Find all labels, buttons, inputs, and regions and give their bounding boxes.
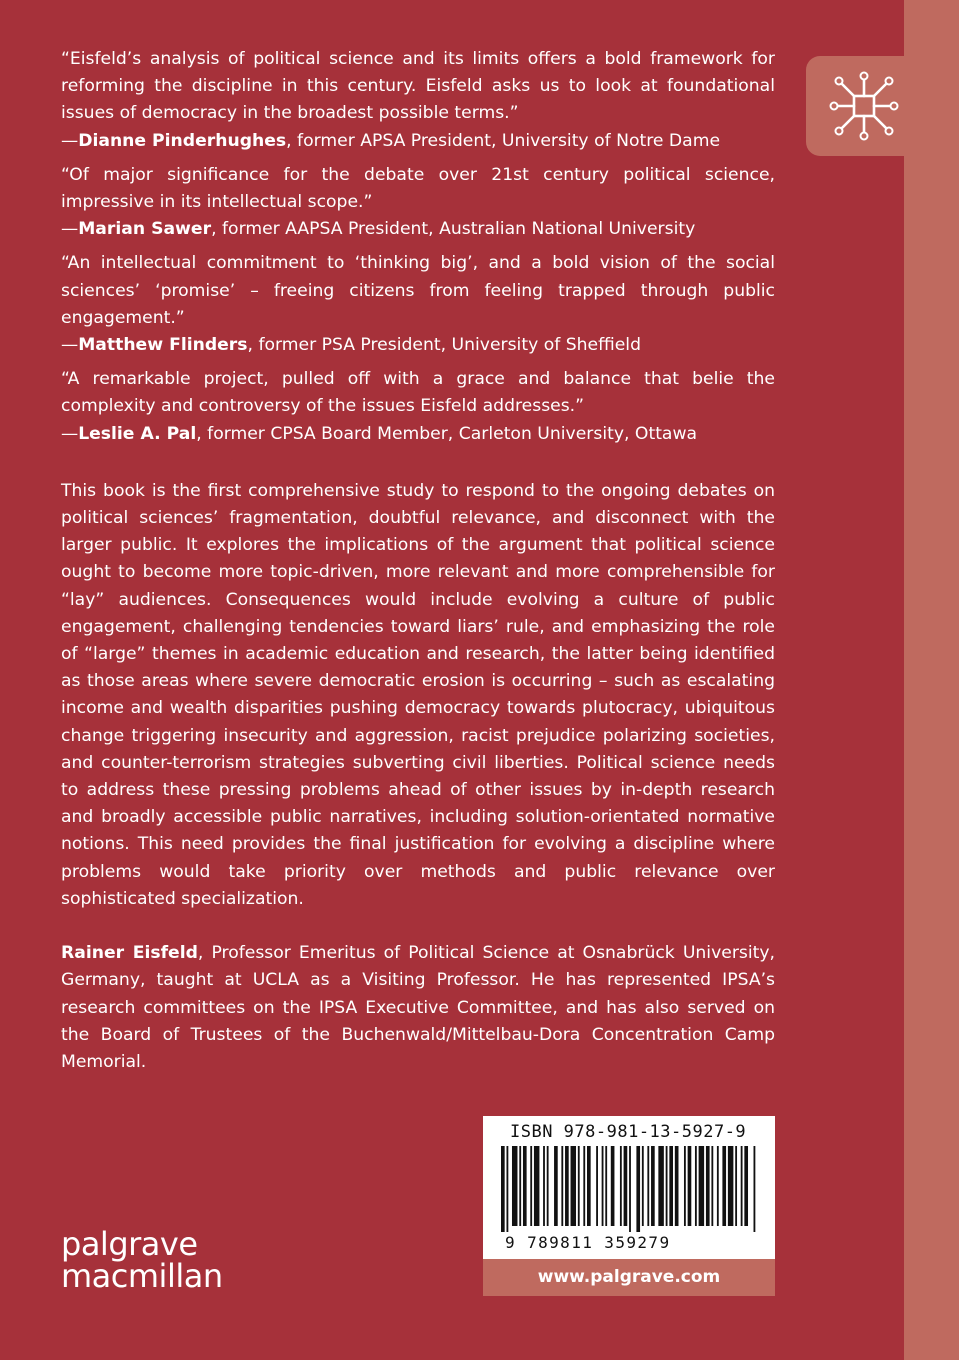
barcode-bar (669, 1146, 673, 1226)
endorser-name: Matthew Flinders (78, 335, 248, 356)
endorsement-quote (61, 46, 775, 155)
barcode-bar (754, 1146, 756, 1232)
barcode-bar (583, 1146, 585, 1226)
barcode-bar (620, 1146, 622, 1226)
barcode-bar (642, 1146, 644, 1226)
publisher-name-line2: macmillan (61, 1257, 223, 1295)
barcode-digits: 9 789811 359279 (505, 1233, 671, 1252)
endorsement-quote (61, 250, 775, 359)
quote-attribution: —Dianne Pinderhughes, former APSA President, University of Notre Dame (61, 130, 721, 151)
barcode-bar (501, 1146, 505, 1232)
barcode-bar (543, 1146, 545, 1226)
barcode-bar (651, 1146, 655, 1226)
spine-edge-strip (904, 0, 959, 1360)
publisher-website[interactable]: www.palgrave.com (483, 1259, 775, 1296)
quote-text: “A remarkable project, pulled off with a grace and balance that belie the complexity and controversy of the issues Eisfeld addresses.” (61, 369, 775, 417)
quote-text: “Of major significance for the debate over 21st century political science, impressive in its intellectual scope.” (61, 164, 775, 213)
barcode-bar (717, 1146, 719, 1226)
barcode-bar (658, 1146, 663, 1226)
barcode-bar (711, 1146, 713, 1226)
endorsement-quote (61, 162, 775, 244)
publisher-logo (61, 1225, 223, 1295)
endorser-name: Marian Sawer (78, 219, 212, 240)
barcode-bar (587, 1146, 591, 1226)
barcode-bar (554, 1146, 558, 1226)
barcode-bar (666, 1146, 668, 1226)
barcode-bar (624, 1146, 628, 1226)
barcode-bar (695, 1146, 697, 1226)
barcode-bar (523, 1146, 527, 1226)
quote-text: “An intellectual commitment to ‘thinking big’, and a bold vision of the social sciences’ ‘promise’ – freeing citizens from feeling trapped through public engagement.” (61, 253, 775, 328)
barcode-bar (534, 1146, 539, 1226)
barcode-bar (530, 1146, 532, 1226)
isbn-barcode (483, 1116, 775, 1259)
author-bio (61, 940, 775, 1076)
quote-attribution: —Matthew Flinders, former PSA President, University of Sheffield (61, 335, 641, 356)
barcode-bar (571, 1146, 576, 1226)
barcode-bar (699, 1146, 704, 1226)
endorser-name: Leslie A. Pal (78, 423, 197, 444)
palgrave-star-icon (824, 66, 904, 146)
endorser-name: Dianne Pinderhughes (78, 130, 287, 151)
barcode-bar (636, 1146, 640, 1232)
barcode-bar (741, 1146, 743, 1226)
barcode-bars (501, 1146, 759, 1232)
quote-attribution: —Marian Sawer, former AAPSA President, Australian National University (61, 219, 696, 240)
barcode-bar (611, 1146, 615, 1226)
barcode-bar (722, 1146, 726, 1226)
endorser-affiliation: , former PSA President, University of Sheffield (247, 335, 641, 356)
barcode-bar (684, 1146, 686, 1226)
barcode-bar (706, 1146, 710, 1226)
barcode-bar (596, 1146, 598, 1226)
endorsement-quote (61, 366, 775, 448)
barcode-bar (744, 1146, 748, 1226)
barcode-bar (605, 1146, 607, 1226)
barcode-bar (602, 1146, 604, 1226)
endorser-affiliation: , former AAPSA President, Australian National University (211, 219, 696, 240)
publisher-name-line1: palgrave (61, 1225, 198, 1263)
barcode-bar (512, 1146, 517, 1226)
barcode-bar (565, 1146, 569, 1226)
endorser-affiliation: , former CPSA Board Member, Carleton University, Ottawa (196, 423, 698, 444)
barcode-bar (735, 1146, 737, 1226)
quote-attribution: —Leslie A. Pal, former CPSA Board Member, Carleton University, Ottawa (61, 423, 698, 444)
endorser-affiliation: , former APSA President, University of Notre Dame (286, 130, 721, 151)
barcode-bar (519, 1146, 521, 1226)
barcode-bar (629, 1146, 631, 1232)
isbn-label: ISBN 978-981-13-5927-9 (510, 1122, 747, 1142)
quote-text: “Eisfeld’s analysis of political science and its limits offers a bold framework for reforming the discipline in this century. Eisfeld asks us to look at foundational issues of democracy in the broadest possible terms.” (61, 49, 775, 124)
barcode-bar (675, 1146, 679, 1226)
barcode-bar (547, 1146, 549, 1226)
barcode-bar (506, 1146, 508, 1232)
author-name: Rainer Eisfeld (61, 943, 198, 964)
barcode-bar (647, 1146, 649, 1226)
barcode-bar (561, 1146, 563, 1226)
author-bio-text: , Professor Emeritus of Political Science at Osnabrück University, Germany, taught at UCLA as a Visiting Professor. He has represented IPSA’s research committees on the IPSA Executive Committee, and has also served on the Board of Trustees of the Buchenwald/Mittelbau-Dora Concentration Camp Memorial. (61, 943, 775, 1072)
barcode-bar (688, 1146, 692, 1226)
barcode-bar (728, 1146, 733, 1226)
book-description: This book is the first comprehensive study to respond to the ongoing debates on political sciences’ fragmentation, doubtful relevance, and disconnect with the larger public. It explores the implications of the argument that political science ought to become more topic-driven, more relevant and more comprehensible for “lay” audiences. Consequences would include evolving a culture of public engagement, challenging tendencies toward liars’ rule, and emphasizing the role of “large” themes in academic education and research, the latter being identified as those areas where severe democratic erosion is occurring – such as escalating income and wealth disparities pushing democracy towards plutocracy, ubiquitous change triggering insecurity and aggression, racist prejudice polarizing societies, and counter-terrorism strategies subverting civil liberties. Political science needs to address these pressing problems ahead of other issues by in-depth research and broadly accessible public narratives, including solution-orientated normative notions. This need provides the final justification for evolving a discipline where problems would take priority over methods and public relevance over sophisticated specialization. (61, 480, 775, 909)
back-cover-text (61, 46, 775, 1076)
palgrave-logo-badge (806, 56, 920, 156)
barcode-bar (578, 1146, 580, 1226)
